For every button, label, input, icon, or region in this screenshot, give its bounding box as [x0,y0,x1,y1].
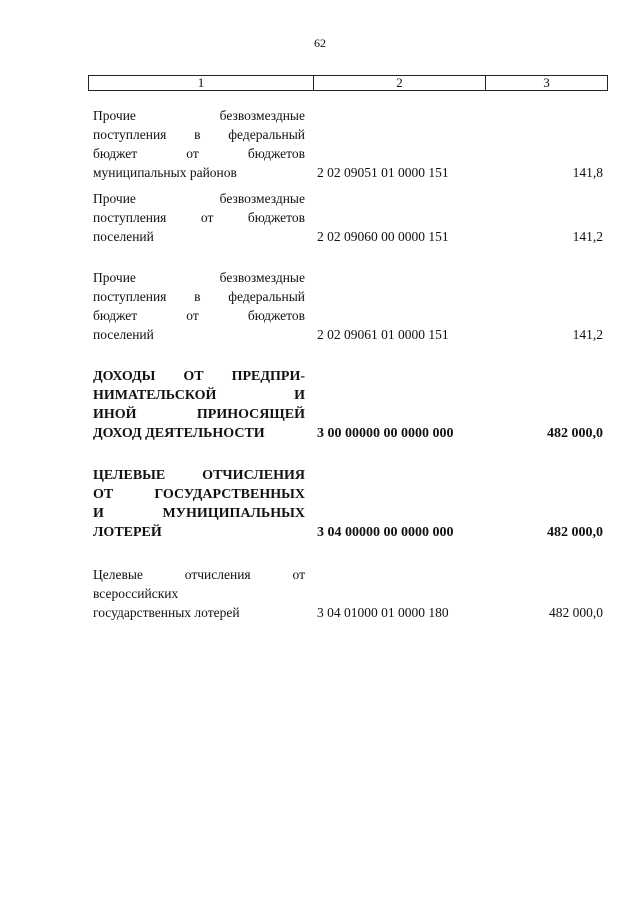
table-row [93,367,603,447]
row-name-line: НИМАТЕЛЬСКОЙ И [93,388,305,403]
row-name [93,367,305,443]
row-code: 3 04 00000 00 0000 000 [317,525,454,540]
row-code: 3 04 01000 01 0000 180 [317,605,449,620]
row-name-line: государственных лотерей [93,605,240,620]
row-name-line: всероссийских [93,586,179,601]
row-amount: 141,8 [572,165,603,180]
row-amount: 141,2 [572,327,603,342]
row-name-line: поступления в федеральный [93,127,305,142]
row-name-line: Прочие безвозмездные [93,191,305,206]
row-code: 2 02 09051 01 0000 151 [317,165,449,180]
row-amount: 482 000,0 [547,426,603,441]
row-name-line: ИНОЙ ПРИНОСЯЩЕЙ [93,407,305,422]
header-col-2: 2 [314,76,486,90]
row-amount: 141,2 [572,229,603,244]
row-name-line: И МУНИЦИПАЛЬНЫХ [93,506,305,521]
table-header [88,75,608,91]
row-name [93,268,305,344]
row-name-line: ЦЕЛЕВЫЕ ОТЧИСЛЕНИЯ [93,468,305,483]
row-code: 2 02 09061 01 0000 151 [317,327,449,342]
row-name-line: поступления в федеральный [93,289,305,304]
row-name [93,106,305,182]
row-name-line: муниципальных районов [93,165,237,180]
header-col-3: 3 [543,75,550,90]
row-name-line: Прочие безвозмездные [93,270,305,285]
row-name-line: Целевые отчисления от [93,567,305,582]
table-row [93,565,603,625]
row-name-line: бюджет от бюджетов [93,146,305,161]
page-number: 62 [314,36,326,50]
row-code: 3 00 00000 00 0000 000 [317,426,454,441]
header-col-1: 1 [89,76,314,90]
table-row [93,189,603,249]
row-name-line: ДОХОДЫ ОТ ПРЕДПРИ- [93,369,305,384]
row-name-line: ЛОТЕРЕЙ [93,525,162,540]
row-name-line: поселений [93,327,154,342]
row-name-line: ДОХОД ДЕЯТЕЛЬНОСТИ [93,426,265,441]
table-row [93,268,603,348]
row-code: 2 02 09060 00 0000 151 [317,229,449,244]
row-name [93,565,305,622]
row-amount: 482 000,0 [549,605,603,620]
row-name [93,466,305,542]
row-name [93,189,305,246]
table-row [93,466,603,546]
table-row [93,106,603,186]
row-name-line: поселений [93,229,154,244]
row-amount: 482 000,0 [547,525,603,540]
row-name-line: Прочие безвозмездные [93,108,305,123]
row-name-line: поступления от бюджетов [93,210,305,225]
row-name-line: бюджет от бюджетов [93,308,305,323]
row-name-line: ОТ ГОСУДАРСТВЕННЫХ [93,487,305,502]
